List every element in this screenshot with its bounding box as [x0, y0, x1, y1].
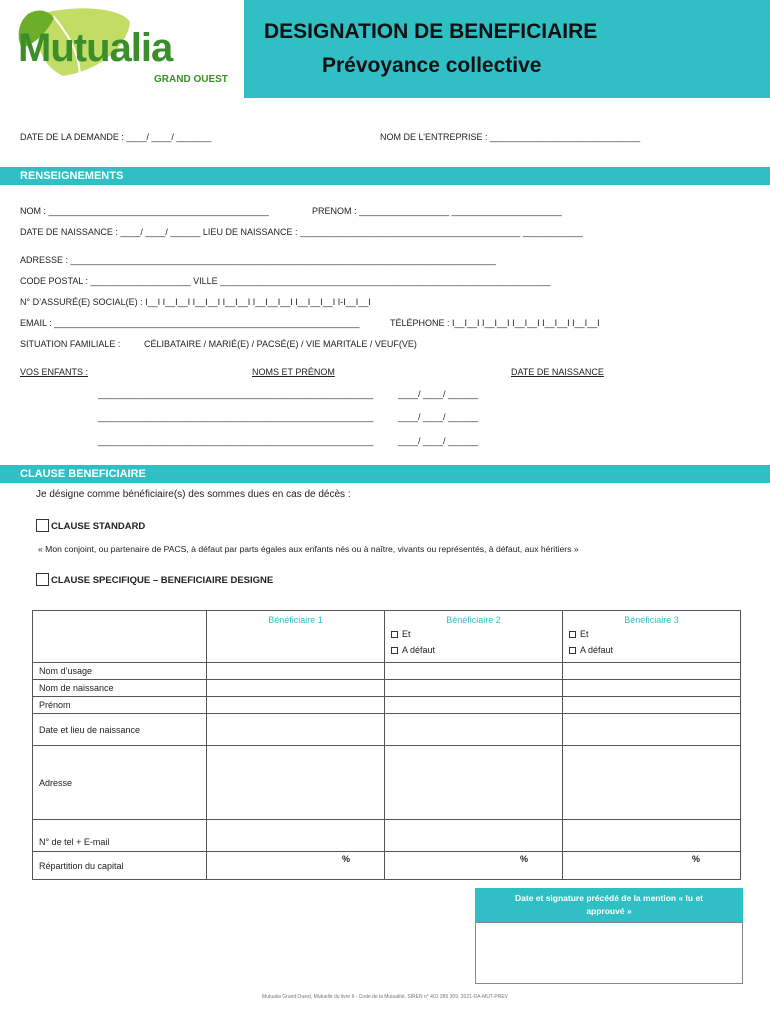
table-cell[interactable] [385, 680, 563, 697]
email-field[interactable]: EMAIL : _____________________________________________________________ [20, 318, 360, 328]
logo-subtext: GRAND OUEST [154, 74, 228, 85]
clause-standard-checkbox[interactable] [36, 519, 49, 532]
row-label: Nom d’usage [33, 663, 207, 680]
beneficiary-table [32, 610, 741, 880]
table-cell[interactable] [563, 680, 741, 697]
percent-cell-3[interactable]: % [563, 852, 741, 880]
table-row [33, 680, 741, 697]
table-row [33, 663, 741, 680]
table-cell[interactable] [385, 820, 563, 852]
table-cell[interactable] [207, 697, 385, 714]
footer-text: Mutualia Grand Ouest, Mutuelle du livre II - Code de la Mutualité, SIREN n° 401 285 309. 2021-DA-MUT-PREV [261, 994, 508, 1000]
table-row [33, 746, 741, 820]
option-defaut-3[interactable]: A défaut [569, 645, 734, 655]
row-label: Nom de naissance [33, 680, 207, 697]
signature-header [475, 888, 743, 922]
clause-standard-option[interactable] [36, 519, 145, 532]
table-header-row [33, 611, 741, 663]
percent-cell-1[interactable]: % [207, 852, 385, 880]
signature-label: Date et signature précédé de la mention « lu et approuvé » [515, 893, 703, 916]
row-label: Adresse [33, 746, 207, 820]
clause-specifique-checkbox[interactable] [36, 573, 49, 586]
table-cell[interactable] [207, 714, 385, 746]
header-beneficiaire-2: Bénéficiaire 2 Et A défaut [385, 611, 563, 663]
option-et-checkbox[interactable] [391, 631, 398, 638]
table-cell[interactable] [385, 746, 563, 820]
table-row [33, 714, 741, 746]
table-cell[interactable] [385, 697, 563, 714]
table-cell[interactable] [385, 663, 563, 680]
row-label: Date et lieu de naissance [33, 714, 207, 746]
row-label: Répartition du capital [33, 852, 207, 880]
row-label: N° de tel + E-mail [33, 820, 207, 852]
telephone-field[interactable]: TÉLÉPHONE : I__I__I I__I__I I__I__I I__I__I I__I__I [390, 318, 600, 328]
table-cell[interactable] [207, 820, 385, 852]
page-title: DESIGNATION DE BENEFICIAIRE [264, 20, 598, 43]
option-et-2[interactable]: Et [391, 629, 556, 639]
date-demande-field[interactable]: DATE DE LA DEMANDE : ____/ ____/ _______ [20, 132, 212, 142]
situation-options[interactable]: CÉLIBATAIRE / MARIÉ(E) / PACSÉ(E) / VIE MARITALE / VEUF(VE) [144, 339, 417, 349]
header-beneficiaire-3: Bénéficiaire 3 Et A défaut [563, 611, 741, 663]
table-cell[interactable] [385, 714, 563, 746]
percent-cell-2[interactable]: % [385, 852, 563, 880]
option-et-checkbox[interactable] [569, 631, 576, 638]
enfants-label: VOS ENFANTS : [20, 367, 89, 377]
table-cell[interactable] [563, 697, 741, 714]
child-date-line[interactable]: ____/ ____/ ______ [398, 436, 479, 446]
child-date-line[interactable]: ____/ ____/ ______ [398, 389, 479, 399]
clause-standard-label: CLAUSE STANDARD [51, 521, 146, 532]
nom-entreprise-field[interactable]: NOM DE L’ENTREPRISE : ______________________________ [380, 132, 641, 142]
table-cell[interactable] [563, 820, 741, 852]
table-cell[interactable] [207, 663, 385, 680]
table-row [33, 697, 741, 714]
table-row [33, 820, 741, 852]
table-cell[interactable] [207, 680, 385, 697]
adresse-field[interactable]: ADRESSE : _____________________________________________________________________________________ [20, 255, 496, 265]
date-naissance-enfant-label: DATE DE NAISSANCE [511, 367, 604, 377]
title-banner [244, 0, 770, 98]
clause-specifique-label: CLAUSE SPECIFIQUE – BENEFICIAIRE DESIGNE [51, 575, 274, 586]
noms-prenom-label: NOMS ET PRÉNOM [252, 367, 335, 377]
table-cell[interactable] [563, 663, 741, 680]
option-defaut-checkbox[interactable] [391, 647, 398, 654]
code-postal-field[interactable]: CODE POSTAL : ____________________ VILLE __________________________________________________________________ [20, 276, 551, 286]
child-name-line[interactable]: _______________________________________________________ [98, 412, 374, 422]
date-naissance-field[interactable]: DATE DE NAISSANCE : ____/ ____/ ______ LIEU DE NAISSANCE : ____________________________________________ ____________ [20, 227, 583, 237]
signature-box[interactable] [475, 922, 743, 984]
logo [8, 4, 242, 98]
header-beneficiaire-1: Bénéficiaire 1 [207, 611, 385, 663]
table-corner-cell [33, 611, 207, 663]
page-subtitle: Prévoyance collective [322, 54, 542, 77]
row-label: Prénom [33, 697, 207, 714]
option-defaut-checkbox[interactable] [569, 647, 576, 654]
clause-specifique-option[interactable] [36, 573, 273, 586]
child-date-line[interactable]: ____/ ____/ ______ [398, 412, 479, 422]
clause-standard-text: « Mon conjoint, ou partenaire de PACS, à défaut par parts égales aux enfants nés ou à naître, vivants ou représentés, à défaut, aux héritiers » [38, 544, 579, 554]
logo-text: Mutualia [18, 26, 173, 70]
clause-intro: Je désigne comme bénéficiaire(s) des sommes dues en cas de décès : [36, 489, 351, 500]
nom-field[interactable]: NOM : ____________________________________________ [20, 206, 269, 216]
child-name-line[interactable]: _______________________________________________________ [98, 436, 374, 446]
option-et-3[interactable]: Et [569, 629, 734, 639]
situation-label: SITUATION FAMILIALE : [20, 339, 121, 349]
table-cell[interactable] [563, 746, 741, 820]
prenom-field[interactable]: PRENOM : __________________ ______________________ [312, 206, 562, 216]
table-row [33, 852, 741, 880]
table-cell[interactable] [207, 746, 385, 820]
option-defaut-2[interactable]: A défaut [391, 645, 556, 655]
num-assure-field[interactable]: N° D’ASSURÉ(E) SOCIAL(E) : I__I I__I__I I__I__I I__I__I I__I__I__I I__I__I__I I-I__I__I [20, 297, 371, 307]
table-cell[interactable] [563, 714, 741, 746]
section-renseignements: RENSEIGNEMENTS [0, 167, 770, 185]
section-clause: CLAUSE BENEFICIAIRE [0, 465, 770, 483]
child-name-line[interactable]: _______________________________________________________ [98, 389, 374, 399]
